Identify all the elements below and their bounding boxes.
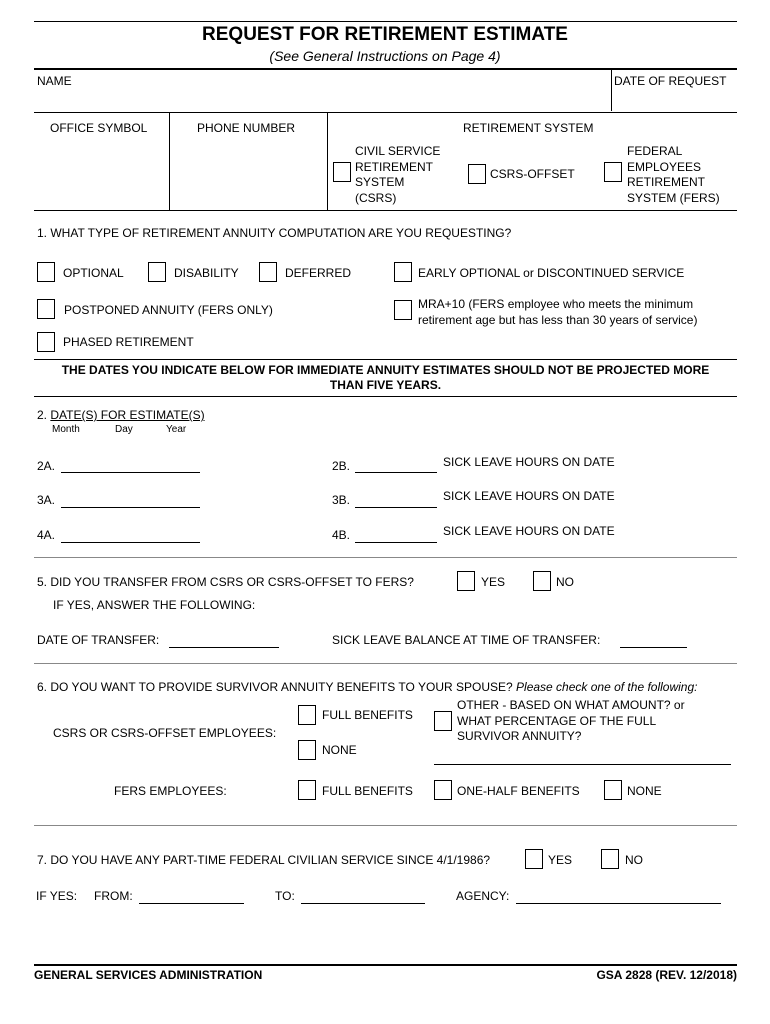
date-2a-label: 2A. (37, 459, 56, 473)
fers-half-benefits-checkbox[interactable] (434, 780, 452, 800)
sick-2b-field[interactable] (355, 472, 437, 473)
early-optional-label: EARLY OPTIONAL or DISCONTINUED SERVICE (418, 266, 685, 280)
name-date-divider (611, 70, 612, 111)
csrs-full-benefits-label: FULL BENEFITS (322, 708, 413, 722)
q5-if-yes: IF YES, ANSWER THE FOLLOWING: (53, 598, 256, 612)
phased-retirement-checkbox[interactable] (37, 332, 55, 352)
parttime-no-label: NO (625, 853, 643, 867)
fers-full-benefits-checkbox[interactable] (298, 780, 316, 800)
transfer-no-checkbox[interactable] (533, 571, 551, 591)
notice-top-border (34, 359, 737, 360)
fers-label: FEDERAL EMPLOYEES RETIREMENT SYSTEM (FERS) (627, 144, 720, 205)
month-label: Month (52, 424, 80, 435)
row2-top-border (34, 112, 737, 113)
from-field[interactable] (139, 903, 244, 904)
postponed-annuity-label: POSTPONED ANNUITY (FERS ONLY) (64, 303, 273, 317)
q7-if-yes: IF YES: (36, 889, 78, 903)
sick-leave-2-label: SICK LEAVE HOURS ON DATE (443, 455, 615, 469)
fers-half-benefits-label: ONE-HALF BENEFITS (457, 784, 580, 798)
agency-label: AGENCY: (456, 889, 510, 903)
footer-agency: GENERAL SERVICES ADMINISTRATION (34, 968, 263, 982)
postponed-annuity-checkbox[interactable] (37, 299, 55, 319)
csrs-other-checkbox[interactable] (434, 711, 452, 731)
q2-label: 2. DATE(S) FOR ESTIMATE(S) (37, 408, 205, 422)
sick-leave-balance-label: SICK LEAVE BALANCE AT TIME OF TRANSFER: (332, 633, 601, 647)
csrs-checkbox[interactable] (333, 162, 351, 182)
five-year-notice: THE DATES YOU INDICATE BELOW FOR IMMEDIATE ANNUITY ESTIMATES SHOULD NOT BE PROJECTED MORE THAN FIVE YEARS. (61, 363, 710, 392)
sick-4b-field[interactable] (355, 542, 437, 543)
q6-question: 6. DO YOU WANT TO PROVIDE SURVIVOR ANNUITY BENEFITS TO YOUR SPOUSE? Please check one of the following: (37, 680, 698, 694)
fers-checkbox[interactable] (604, 162, 622, 182)
notice-bottom-border (34, 396, 737, 397)
name-field[interactable] (37, 84, 607, 112)
optional-checkbox[interactable] (37, 262, 55, 282)
to-field[interactable] (301, 903, 425, 904)
agency-field[interactable] (516, 903, 721, 904)
phone-number-label: PHONE NUMBER (197, 121, 296, 135)
csrs-other-amount-field[interactable] (434, 764, 731, 765)
q5-question: 5. DID YOU TRANSFER FROM CSRS OR CSRS-OFFSET TO FERS? (37, 575, 414, 589)
phone-system-divider (327, 113, 328, 210)
date-of-request-label: DATE OF REQUEST (614, 74, 727, 88)
csrs-offset-checkbox[interactable] (468, 164, 486, 184)
mra10-label: MRA+10 (FERS employee who meets the minimum retirement age but has less than 30 years of service) (418, 297, 698, 327)
q7-question: 7. DO YOU HAVE ANY PART-TIME FEDERAL CIVILIAN SERVICE SINCE 4/1/1986? (37, 853, 491, 867)
csrs-label: CIVIL SERVICE RETIREMENT SYSTEM (CSRS) (355, 144, 441, 205)
optional-label: OPTIONAL (63, 266, 124, 280)
csrs-employees-label: CSRS OR CSRS-OFFSET EMPLOYEES: (53, 726, 277, 740)
fers-none-label: NONE (627, 784, 662, 798)
parttime-yes-label: YES (548, 853, 573, 867)
csrs-full-benefits-checkbox[interactable] (298, 705, 316, 725)
retirement-system-label: RETIREMENT SYSTEM (463, 121, 594, 135)
office-symbol-label: OFFICE SYMBOL (50, 121, 148, 135)
disability-label: DISABILITY (174, 266, 239, 280)
date-of-transfer-label: DATE OF TRANSFER: (37, 633, 160, 647)
transfer-yes-checkbox[interactable] (457, 571, 475, 591)
csrs-other-label: OTHER - BASED ON WHAT AMOUNT? or WHAT PERCENTAGE OF THE FULL SURVIVOR ANNUITY? (457, 698, 685, 743)
footer-rule (34, 964, 737, 966)
name-label: NAME (37, 74, 72, 88)
date-3a-label: 3A. (37, 493, 56, 507)
form-title: REQUEST FOR RETIREMENT ESTIMATE (202, 24, 568, 45)
footer-form-number: GSA 2828 (REV. 12/2018) (596, 968, 737, 982)
sick-2b-label: 2B. (332, 459, 351, 473)
fers-full-benefits-label: FULL BENEFITS (322, 784, 413, 798)
form-subtitle: (See General Instructions on Page 4) (269, 48, 501, 64)
parttime-no-checkbox[interactable] (601, 849, 619, 869)
section5-top-border (34, 557, 737, 558)
sick-leave-3-label: SICK LEAVE HOURS ON DATE (443, 489, 615, 503)
top-rule (34, 21, 737, 22)
mra10-checkbox[interactable] (394, 300, 412, 320)
csrs-none-checkbox[interactable] (298, 740, 316, 760)
sick-4b-label: 4B. (332, 528, 351, 542)
from-label: FROM: (94, 889, 133, 903)
sick-leave-balance-field[interactable] (620, 647, 687, 648)
section7-top-border (34, 825, 737, 826)
parttime-yes-checkbox[interactable] (525, 849, 543, 869)
date-4a-field[interactable] (61, 542, 200, 543)
sick-3b-label: 3B. (332, 493, 351, 507)
section1-top-border (34, 210, 737, 211)
fers-employees-label: FERS EMPLOYEES: (114, 784, 227, 798)
to-label: TO: (275, 889, 295, 903)
transfer-no-label: NO (556, 575, 574, 589)
q1-question: 1. WHAT TYPE OF RETIREMENT ANNUITY COMPUTATION ARE YOU REQUESTING? (37, 226, 512, 240)
date-2a-field[interactable] (61, 472, 200, 473)
row1-top-border (34, 68, 737, 70)
day-label: Day (115, 424, 133, 435)
office-phone-divider (169, 113, 170, 210)
early-optional-checkbox[interactable] (394, 262, 412, 282)
csrs-offset-label: CSRS-OFFSET (490, 167, 575, 181)
deferred-label: DEFERRED (285, 266, 352, 280)
date-3a-field[interactable] (61, 507, 200, 508)
fers-none-checkbox[interactable] (604, 780, 622, 800)
disability-checkbox[interactable] (148, 262, 166, 282)
section6-top-border (34, 663, 737, 664)
year-label: Year (166, 424, 187, 435)
date-of-transfer-field[interactable] (169, 647, 279, 648)
sick-leave-4-label: SICK LEAVE HOURS ON DATE (443, 524, 615, 538)
sick-3b-field[interactable] (355, 507, 437, 508)
date-4a-label: 4A. (37, 528, 56, 542)
deferred-checkbox[interactable] (259, 262, 277, 282)
phased-retirement-label: PHASED RETIREMENT (63, 335, 194, 349)
csrs-none-label: NONE (322, 743, 357, 757)
transfer-yes-label: YES (481, 575, 506, 589)
date-of-request-field[interactable] (614, 86, 736, 110)
